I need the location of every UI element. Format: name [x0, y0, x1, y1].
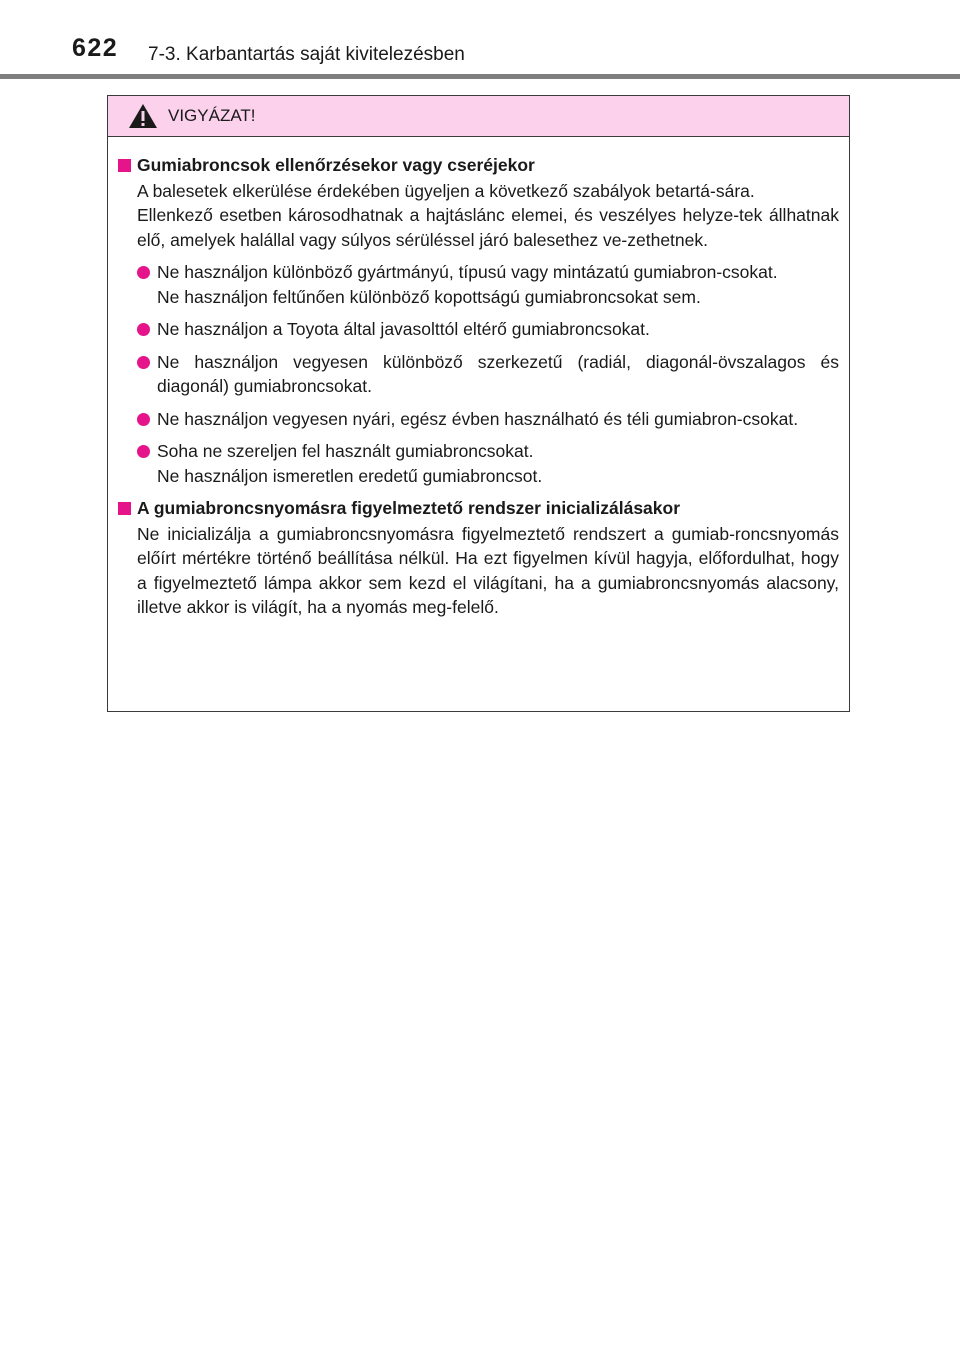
warning-triangle-icon: [128, 103, 158, 129]
section-heading: [118, 496, 839, 521]
square-bullet-icon: [118, 159, 131, 172]
round-bullet-icon: [137, 266, 150, 279]
section-heading-text: Gumiabroncsok ellenőrzésekor vagy cseréjekor: [137, 155, 535, 175]
list-item-text: Ne használjon vegyesen különböző szerkezetű (radiál, diagonál-övszalagos és diagonál) gumiabroncsokat.: [157, 351, 839, 396]
round-bullet-icon: [137, 445, 150, 458]
paragraph: A balesetek elkerülése érdekében ügyeljen a következő szabályok betartá-sára.: [137, 180, 755, 201]
list-item: [137, 439, 839, 488]
section-title: 7-3. Karbantartás saját kivitelezésben: [148, 44, 465, 65]
paragraph: Ellenkező esetben károsodhatnak a hajtáslánc elemei, és veszélyes helyze-tek állhatnak elő, amelyek halállal vagy súlyos sérüléssel járó balesethez ve-zethetnek.: [137, 205, 839, 250]
caution-title: VIGYÁZAT!: [168, 106, 256, 125]
caution-box: [107, 95, 850, 712]
list-item: [137, 350, 839, 399]
section-heading-text: A gumiabroncsnyomásra figyelmeztető rendszer inicializálásakor: [137, 498, 681, 518]
list-item-text: Soha ne szereljen fel használt gumiabroncsokat.: [157, 441, 534, 461]
section-heading: [118, 153, 839, 178]
list-item: [137, 317, 839, 342]
caution-header: [108, 96, 849, 137]
list-item-text: Ne használjon vegyesen nyári, egész évben használható és téli gumiabron-csokat.: [157, 408, 799, 429]
list-item-text: Ne használjon feltűnően különböző kopottságú gumiabroncsokat sem.: [157, 286, 701, 307]
list-item: [137, 260, 839, 309]
list-item: [137, 407, 839, 432]
list-item-text: Ne használjon a Toyota által javasolttól eltérő gumiabroncsokat.: [157, 319, 650, 339]
header-divider: [0, 74, 960, 79]
round-bullet-icon: [137, 356, 150, 369]
page-number: 622: [72, 34, 119, 62]
paragraph: Ne inicializálja a gumiabroncsnyomásra figyelmeztető rendszert a gumiab-roncsnyomás előírt mértékre történő beállítása nélkül. Ha ezt figyelmen kívül hagyja, előfordulhat, hogy a figyelmeztető lámpa akkor sem kezd el világítani, ha a gumiabroncsnyomás alacsony, illetve akkor is világít, ha a nyomás meg-felelő.: [137, 523, 839, 617]
caution-body: [108, 137, 849, 620]
round-bullet-icon: [137, 323, 150, 336]
round-bullet-icon: [137, 413, 150, 426]
square-bullet-icon: [118, 502, 131, 515]
list-item-text: Ne használjon különböző gyártmányú, típusú vagy mintázatú gumiabron-csokat.: [157, 262, 778, 282]
list-item-text: Ne használjon ismeretlen eredetű gumiabroncsot.: [157, 465, 543, 486]
